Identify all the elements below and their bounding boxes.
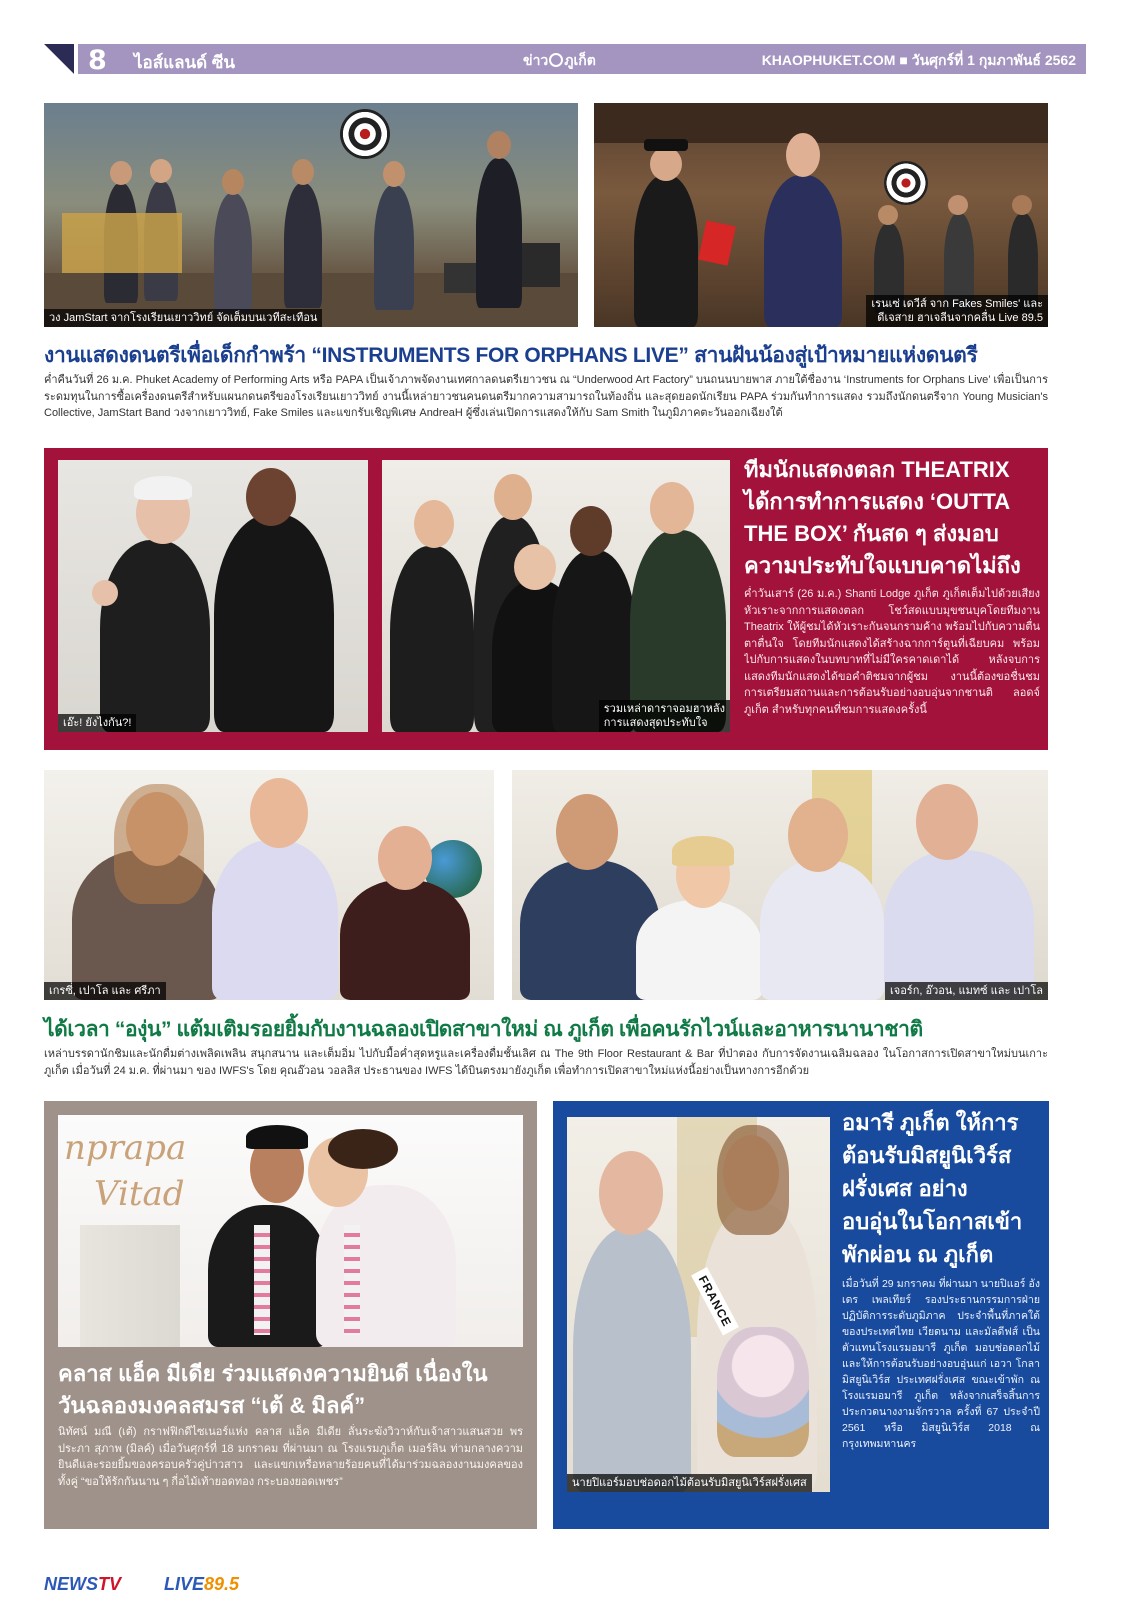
headline-line-3: THE BOX’ กันสด ๆ ส่งมอบ (744, 521, 999, 546)
newstv-logo (44, 1574, 121, 1595)
headline-line-5: พักผ่อน ณ ภูเก็ต (842, 1242, 994, 1267)
header-date-line (762, 50, 1076, 72)
logo-text-right: ภูเก็ต (564, 52, 596, 68)
caption-line-1: รวมเหล่าดาราจอมฮาหลัง (603, 703, 725, 715)
theatrix-body: ค่ำวันเสาร์ (26 ม.ค.) Shanti Lodge ภูเก็ต ภูเก็ตเต็มไปด้วยเสียงหัวเราะจากการแสดงตลก โชว์สดแบบมุขชนบุคโดยทีมงาน Theatrix ให้ผู้ชมได้หัวเราะกันจนกรามค้าง พร้อมไปกับความตื่นตาตื่นใจ โดยทีมนักแสดงได้สร้างฉากการ์ตูนที่เฉียบคม พร้อมไปกับการแสดงในบทบาทที่ไม่มีใครคาดเดาได้ หลังจบการแสดงทีมนักแสดงได้ขอคำติชมจากผู้ชม งานนี้ต้องขอชื่นชมการเตรียมสถานและการต้อนรับอย่างอบอุ่นจากชานติ ลอดจ์ ภูเก็ต สำหรับทุกคนที่ชมการแสดงครั้งนี้ (744, 588, 1040, 716)
photo-caption-right (599, 700, 730, 732)
story-headline: ได้เวลา “องุ่น” แต้มเติมรอยยิ้มกับงานฉลองเปิดสาขาใหม่ ณ ภูเก็ต เพื่อคนรักไวน์และอาหารนานาชาติ (44, 1018, 923, 1041)
issue-date: วันศุกร์ที่ 1 กุมภาพันธ์ 2562 (911, 52, 1076, 68)
newstv-logo-text: NEWS (44, 1574, 98, 1594)
headline-line-1: อมารี ภูเก็ต ให้การ (842, 1110, 1019, 1135)
headline-line-1: คลาส แอ็ค มีเดีย ร่วมแสดงความยินดี เนื่องใน (58, 1361, 488, 1386)
photo-caption: นายปิแอร์มอบช่อดอกไม้ต้อนรับมิสยูนิเวิร์สฝรั่งเศส (567, 1474, 812, 1492)
live895-logo (164, 1574, 239, 1595)
photo-wedding-couple (58, 1115, 523, 1347)
story-headline: งานแสดงดนตรีเพื่อเด็กกำพร้า “INSTRUMENTS FOR ORPHANS LIVE” สานฝันน้องสู่เป้าหมายแห่งดนตรี (44, 344, 978, 367)
photo-iwfs-trio (44, 770, 494, 1000)
photo-theatrix-group (382, 460, 730, 732)
headline-line-1: ทีมนักแสดงตลก THEATRIX (744, 457, 1010, 482)
wedding-headline (58, 1358, 528, 1422)
amari-body: เมื่อวันที่ 29 มกราคม ที่ผ่านมา นายปิแอร์ อังเดร เพลเทียร์ รองประธานกรรมการฝ่ายปฏิบัติการระดับภูมิภาค ประจำพื้นที่ภาคใต้ของประเทศไทย เวียดนาม และมัลดีฟส์ เป็นตัวแทนโรงแรมอมารี ภูเก็ต มอบช่อดอกไม้และให้การต้อนรับอย่างอบอุ่นแก่ เอวา โกลา มิสยูนิเวิร์ส ประเทศฝรั่งเศส ขณะเข้าพัก ณ โรงแรมอมารี ภูเก็ต หลังจากเสร็จสิ้นการประกวดนางงามจักรวาล ครั้งที่ 67 ประจำปี 2561 หรือ มิสยูนิเวิร์ส 2018 ณ กรุงเทพมหานคร (842, 1278, 1040, 1450)
photo-jamstart-band (44, 103, 578, 327)
logo-text-left: ข่าว (523, 52, 549, 68)
headline-line-2: ได้การทำการแสดง ‘OUTTA (744, 489, 1011, 514)
sash-text: FRANCE (691, 1267, 739, 1335)
photo-caption: เจอร์ก, อ๊วอน, แมทซ์ และ เปาโล (885, 982, 1048, 1000)
square-bullet-icon: ■ (899, 52, 908, 68)
headline-line-4: อบอุ่นในโอกาสเข้า (842, 1209, 1023, 1234)
photo-miss-universe-france (567, 1117, 830, 1492)
khaophuket-logo (523, 50, 596, 72)
wedding-body: นิทัศน์ มณี (เต้) กราฟฟิกดีไซเนอร์แห่ง คลาส แอ็ค มีเดีย ลั่นระฆังวิวาห์กับเจ้าสาวแสนสวย พรประภา สุภาพ (มิลค์) เมื่อวันศุกร์ที่ 18 มกราคม ที่ผ่านมา ณ โรงแรมภูเก็ต เมอร์ลิน ท่ามกลางความยินดีและรอยยิ้มของครอบครัวคู่บ่าวสาว และแขกเหรื่อหลายร้อยคนที่ได้มาร่วมฉลองงานมงคลของทั้งคู่ “ขอให้รักกันนาน ๆ กี่อไม้เท้ายอดทอง กระบองยอดเพชร” (58, 1426, 523, 1488)
story-body: ค่ำคืนวันที่ 26 ม.ค. Phuket Academy of Performing Arts หรือ PAPA เป็นเจ้าภาพจัดงานเทศกาลดนตรีเยาวชน ณ “Underwood Art Factory” บนถนนบายพาส ภายใต้ชื่องาน ‘Instruments for Orphans Live’ เพื่อเป็นการระดมทุนในการซื้อเครื่องดนตรีสำหรับแผนกดนตรีของโรงเรียนเยาววิทย์ งานนี้เหล่ายาวชนคนดนตรีมากความสามารถในท้องถิ่น และสุดยอดนักเรียน PAPA ร่วมกันทำการแสดง รวมถึงนักดนตรีจาก Young Musician's Collective, JamStart Band วงจากเยาววิทย์, Fake Smiles และแขกรับเชิญพิเศษ AndreaH ผู้ซึ่งเล่นเปิดการแสดงให้กับ Sam Smith ในภูมิภาคตะวันออกเฉียงใต้ (44, 374, 1048, 419)
live-logo-frequency: 89.5 (204, 1574, 240, 1594)
amari-headline (842, 1106, 1042, 1271)
logo-ring-icon (549, 53, 563, 67)
story-body: เหล่าบรรดานักชิมและนักดื่มต่างเพลิดเพลิน สนุกสนาน และเต็มอิ่ม ไปกับมื้อค่ำสุดหรูและเครื่องดื่มชั้นเลิศ ณ The 9th Floor Restaurant & Bar ที่ป่าตอง กับการจัดงานเฉลิมฉลอง ในโอกาสการเปิดสาขาใหม่บนเกาะภูเก็ต เมื่อวันที่ 24 ม.ค. ที่ผ่านมา ของ IWFS's โดย คุณอ๊วอน วอลลิส ประธานของ IWFS ได้บินตรงมายังภูเก็ต เพื่อทำการเปิดสาขาใหม่แห่งนี้อย่างเป็นทางการอีกด้วย (44, 1048, 1048, 1077)
headline-line-3: ฝรั่งเศส อย่าง (842, 1176, 968, 1201)
photo-caption: เอ๊ะ! ยังไงกัน?! (58, 714, 136, 732)
caption-line-1: เรนเซ่ เดวีส์ จาก Fakes Smiles' และ (871, 298, 1043, 310)
photo-caption-right (866, 295, 1048, 327)
newstv-logo-tv: TV (98, 1574, 122, 1594)
theatrix-headline (744, 454, 1040, 582)
page-number: 8 (88, 45, 107, 76)
caption-line-2: การแสดงสุดประทับใจ (603, 717, 708, 729)
headline-line-2: วันฉลองมงคลสมรส “เต้ & มิลค์” (58, 1393, 366, 1418)
headline-line-4: ความประทับใจแบบคาดไม่ถึง (744, 553, 1021, 578)
caption-line-2: ดีเจสาย ฮาเจลีนจากคลื่น Live 89.5 (877, 312, 1043, 324)
backdrop-text-line-1: nprapa (64, 1128, 187, 1168)
header-corner-logo (44, 44, 74, 74)
photo-fake-smiles-hosts (594, 103, 1048, 327)
section-title: ไอส์แลนด์ ซีน (134, 53, 236, 72)
backdrop-text-line-2: Vitad (94, 1174, 185, 1214)
photo-iwfs-group (512, 770, 1048, 1000)
website-url: KHAOPHUKET.COM (761, 52, 896, 68)
headline-line-2: ต้อนรับมิสยูนิเวิร์ส (842, 1143, 1012, 1168)
photo-caption: วง JamStart จากโรงเรียนเยาววิทย์ จัดเต็มบนเวทีสะเทือน (44, 309, 322, 327)
live-logo-text: LIVE (164, 1574, 205, 1594)
header-bar (78, 44, 1086, 74)
photo-caption: เกรซี่, เปาโล และ ศรีภา (44, 982, 166, 1000)
photo-comedians-pair (58, 460, 368, 732)
backdrop-script-text (64, 1125, 186, 1217)
